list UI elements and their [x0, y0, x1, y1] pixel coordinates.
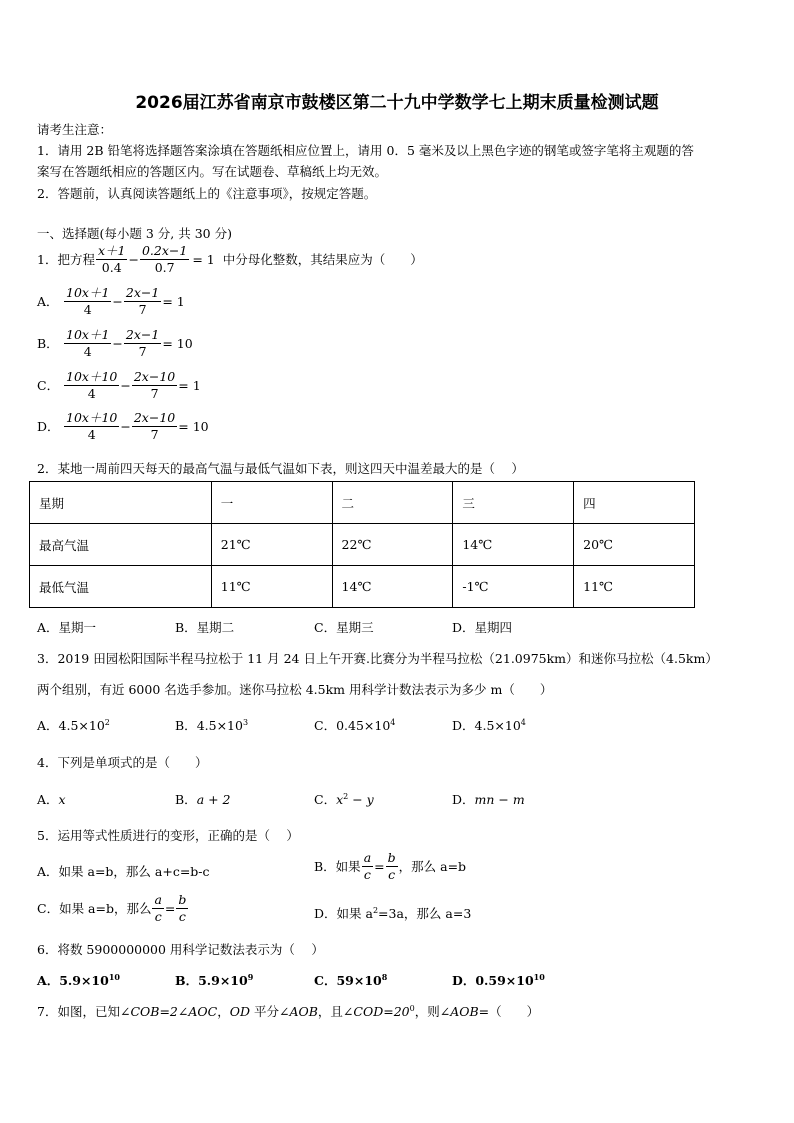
- q1-fraction-1: $\frac{x+1}{0.4}$: [97, 243, 126, 275]
- q1-suffix: 中分母化整数，其结果应为（ ）: [222, 252, 423, 268]
- question-6: 6．将数 5900000000 用科学记数法表示为（ ）: [37, 942, 324, 957]
- q6-option-d[interactable]: D．$0.59\times 10^{10}$: [452, 971, 545, 988]
- q3-option-a[interactable]: A．$4.5\times 10^2$: [37, 717, 110, 733]
- question-7: 7．如图，已知∠COB=2∠AOC，OD 平分∠AOB，且$\angle COD=20^0$，则∠AOB=（ ）: [37, 1003, 540, 1019]
- q6-option-b[interactable]: B．$5.9\times 10^9$: [175, 971, 254, 988]
- table-cell: -1℃: [453, 566, 574, 608]
- question-5: 5．运用等式性质进行的变形，正确的是（ ）: [37, 828, 299, 843]
- notice-line-2: 2．答题前，认真阅读答题纸上的《注意事项》，按规定答题。: [37, 186, 377, 201]
- table-row: [30, 482, 695, 524]
- page-title: 2026届江苏省南京市鼓楼区第二十九中学数学七上期末质量检测试题: [135, 93, 659, 113]
- question-3-line-2: 两个组别，有近 6000 名选手参加。迷你马拉松 4.5km 用科学计数法表示为多少 m（ ）: [37, 682, 553, 697]
- q1-option-b[interactable]: B． $\frac{10x+1}{4}$ − $\frac{2x-1}{7}$ = 10: [37, 327, 193, 359]
- table-cell: 11℃: [574, 566, 695, 608]
- q1-option-d[interactable]: D． $\frac{10x+10}{4}$ − $\frac{2x-10}{7}$ = 10: [37, 410, 209, 442]
- q6-option-a[interactable]: A．$5.9\times 10^{10}$: [37, 971, 120, 988]
- q5-option-d[interactable]: D．如果 $a^2=3a$，那么 a=3: [314, 905, 472, 921]
- notice-line-1a: 1．请用 2B 铅笔将选择题答案涂填在答题纸相应位置上，请用 0．5 毫米及以上黑色字迹的钢笔或签字笔将主观题的答: [37, 143, 694, 158]
- question-1: 1．把方程 $\frac{x+1}{0.4}$ − $\frac{0.2x-1}{0.7}$ = 1 中分母化整数，其结果应为（ ）: [37, 243, 423, 275]
- table-cell: 14℃: [332, 566, 453, 608]
- table-cell: 二: [332, 482, 453, 524]
- table-cell: 21℃: [211, 524, 332, 566]
- table-cell: 最低气温: [30, 566, 212, 608]
- question-2: 2．某地一周前四天每天的最高气温与最低气温如下表，则这四天中温差最大的是（ ）: [37, 461, 524, 476]
- q1-option-a[interactable]: A． $\frac{10x+1}{4}$ − $\frac{2x-1}{7}$ = 1: [37, 285, 185, 317]
- q3-option-b[interactable]: B．$4.5\times 10^3$: [175, 717, 249, 733]
- table-cell: 22℃: [332, 524, 453, 566]
- table-cell: 最高气温: [30, 524, 212, 566]
- table-cell: 11℃: [211, 566, 332, 608]
- q2-option-b[interactable]: B．星期二: [175, 620, 235, 635]
- table-row: [30, 566, 695, 608]
- q5-option-c[interactable]: C．如果 a=b，那么 $\frac{a}{c}$ = $\frac{b}{c}$: [37, 892, 187, 924]
- table-cell: 20℃: [574, 524, 695, 566]
- table-cell: 三: [453, 482, 574, 524]
- q4-option-b[interactable]: B．a + 2: [175, 792, 231, 807]
- section-heading: 一、选择题(每小题 3 分, 共 30 分): [37, 226, 232, 241]
- q3-option-d[interactable]: D．$4.5\times 10^4$: [452, 717, 526, 733]
- q2-option-a[interactable]: A．星期一: [37, 620, 97, 635]
- q1-option-c[interactable]: C． $\frac{10x+10}{4}$ − $\frac{2x-10}{7}$ = 1: [37, 369, 201, 401]
- q4-option-a[interactable]: A．x: [37, 792, 66, 807]
- question-4: 4．下列是单项式的是（ ）: [37, 755, 208, 770]
- q5-option-a[interactable]: A．如果 a=b，那么 a+c=b-c: [37, 864, 210, 879]
- notice-heading: 请考生注意：: [37, 122, 113, 137]
- q1-fraction-2: $\frac{0.2x-1}{0.7}$: [141, 243, 188, 275]
- table-cell: 星期: [30, 482, 212, 524]
- table-row: [30, 524, 695, 566]
- notice-line-1b: 案写在答题纸相应的答题区内。写在试题卷、草稿纸上均无效。: [37, 164, 388, 179]
- q3-option-c[interactable]: C．$0.45\times 10^4$: [314, 717, 396, 733]
- temperature-table: [29, 481, 695, 608]
- q4-option-d[interactable]: D．mn − m: [452, 792, 525, 807]
- q6-option-c[interactable]: C．$59\times 10^8$: [314, 971, 388, 988]
- q1-prefix: 1．把方程: [37, 252, 95, 268]
- table-cell: 一: [211, 482, 332, 524]
- q2-option-c[interactable]: C．星期三: [314, 620, 374, 635]
- question-3-line-1: 3．2019 田园松阳国际半程马拉松于 11 月 24 日上午开赛.比赛分为半程马拉松（21.0975km）和迷你马拉松（4.5km）: [37, 651, 718, 666]
- q4-option-c[interactable]: C．$x^2 - y$: [314, 791, 374, 807]
- table-cell: 四: [574, 482, 695, 524]
- q2-option-d[interactable]: D．星期四: [452, 620, 513, 635]
- q5-option-b[interactable]: B．如果 $\frac{a}{c}$ = $\frac{b}{c}$ ，那么 a=b: [314, 850, 467, 882]
- table-cell: 14℃: [453, 524, 574, 566]
